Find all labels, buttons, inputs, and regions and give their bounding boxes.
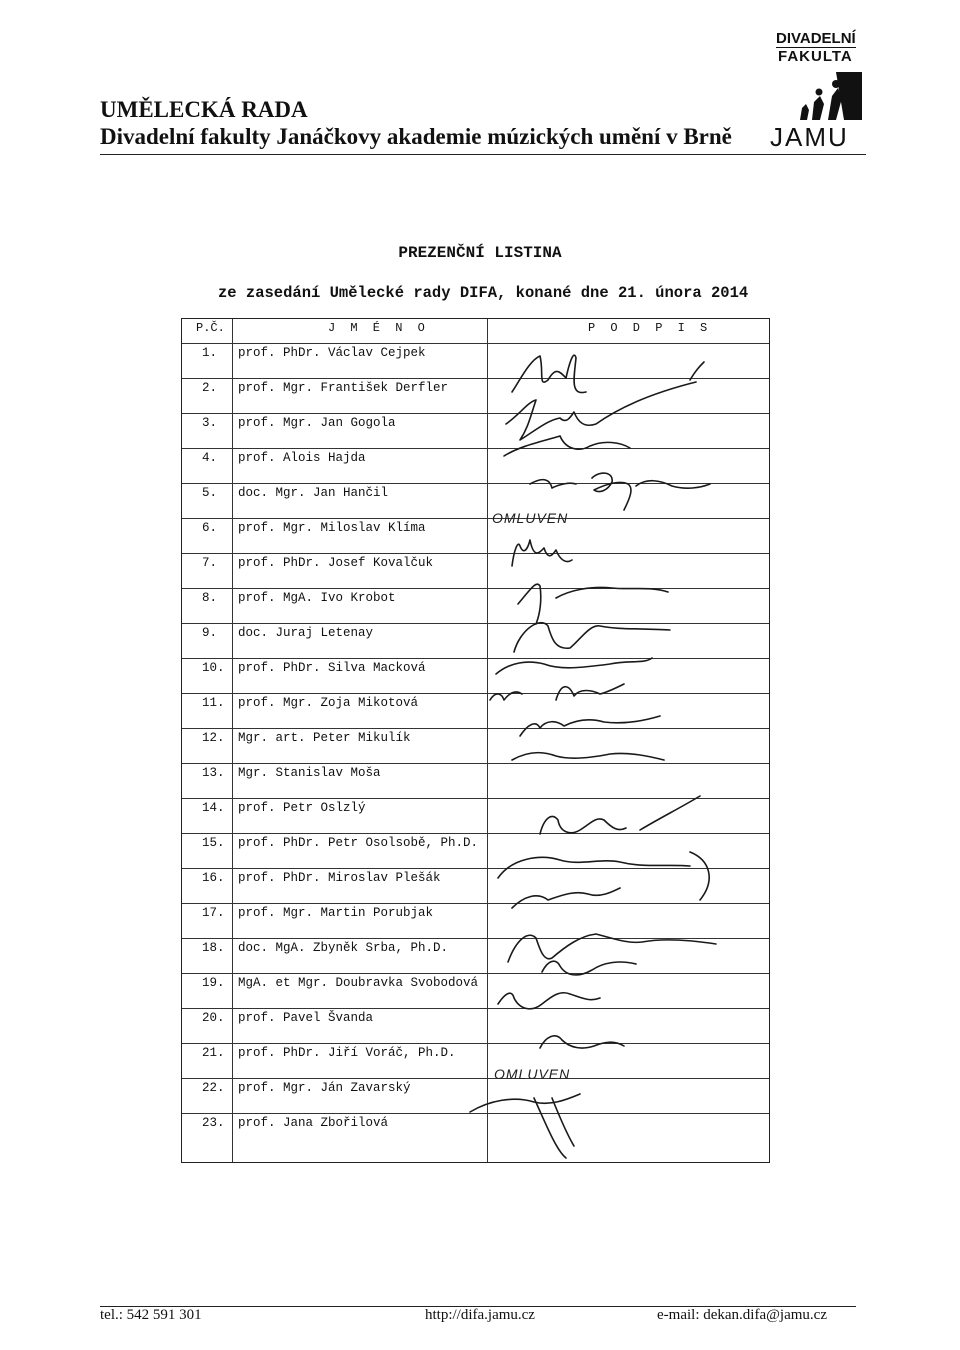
- row-divider: [182, 483, 769, 484]
- row-divider: [182, 553, 769, 554]
- row-divider: [182, 518, 769, 519]
- member-name: doc. Mgr. Jan Hančil: [238, 486, 389, 500]
- row-divider: [182, 1113, 769, 1114]
- table-row: [182, 728, 769, 763]
- faculty-name: Divadelní fakulty Janáčkovy akademie múzických umění v Brně: [100, 124, 732, 149]
- member-name: MgA. et Mgr. Doubravka Svobodová: [238, 976, 479, 990]
- table-row: [182, 378, 769, 413]
- row-number: 21.: [202, 1046, 225, 1060]
- footer-email: e-mail: dekan.difa@jamu.cz: [657, 1307, 827, 1323]
- table-row: [182, 343, 769, 378]
- row-number: 14.: [202, 801, 225, 815]
- member-name: prof. PhDr. Jiří Voráč, Ph.D.: [238, 1046, 456, 1060]
- row-number: 15.: [202, 836, 225, 850]
- table-row: [182, 658, 769, 693]
- header-signature: P O D P I S: [588, 321, 712, 335]
- row-number: 8.: [202, 591, 218, 605]
- table-row: [182, 1113, 769, 1148]
- table-row: [182, 448, 769, 483]
- member-name: prof. PhDr. Miroslav Plešák: [238, 871, 441, 885]
- table-row: [182, 553, 769, 588]
- table-row: [182, 413, 769, 448]
- row-divider: [182, 623, 769, 624]
- row-number: 20.: [202, 1011, 225, 1025]
- logo-text-fakulta: FAKULTA: [778, 48, 853, 65]
- row-divider: [182, 413, 769, 414]
- attendance-table: [181, 318, 770, 1163]
- absence-note: OMLUVEN: [492, 510, 569, 526]
- member-name: prof. Jana Zbořilová: [238, 1116, 389, 1130]
- faculty-logo: [770, 28, 866, 156]
- member-name: prof. PhDr. Silva Macková: [238, 661, 426, 675]
- row-divider: [182, 1008, 769, 1009]
- table-row: [182, 518, 769, 553]
- member-name: prof. Mgr. Zoja Mikotová: [238, 696, 419, 710]
- row-divider: [182, 798, 769, 799]
- row-number: 16.: [202, 871, 225, 885]
- absence-note: OMLUVEN: [494, 1066, 571, 1082]
- member-name: prof. PhDr. Petr Osolsobě, Ph.D.: [238, 836, 479, 850]
- table-row: [182, 1078, 769, 1113]
- row-divider: [182, 938, 769, 939]
- row-number: 17.: [202, 906, 225, 920]
- row-number: 9.: [202, 626, 218, 640]
- member-name: prof. Mgr. Jan Gogola: [238, 416, 396, 430]
- member-name: prof. Mgr. Miloslav Klíma: [238, 521, 426, 535]
- header-name: J M É N O: [328, 321, 429, 335]
- table-row: [182, 903, 769, 938]
- row-number: 7.: [202, 556, 218, 570]
- row-number: 22.: [202, 1081, 225, 1095]
- member-name: prof. PhDr. Josef Kovalčuk: [238, 556, 434, 570]
- row-number: 2.: [202, 381, 218, 395]
- row-divider: [182, 378, 769, 379]
- table-row: [182, 693, 769, 728]
- member-name: prof. Mgr. Ján Zavarský: [238, 1081, 411, 1095]
- header-number: P.Č.: [196, 321, 225, 335]
- document-subtitle: ze zasedání Umělecké rady DIFA, konané dne 21. února 2014: [218, 284, 749, 302]
- table-row: [182, 798, 769, 833]
- row-divider: [182, 658, 769, 659]
- table-row: [182, 1008, 769, 1043]
- row-divider: [182, 868, 769, 869]
- row-divider: [182, 693, 769, 694]
- row-number: 13.: [202, 766, 225, 780]
- row-number: 3.: [202, 416, 218, 430]
- member-name: prof. Pavel Švanda: [238, 1011, 374, 1025]
- table-row: [182, 623, 769, 658]
- row-divider: [182, 588, 769, 589]
- row-number: 10.: [202, 661, 225, 675]
- member-name: prof. Petr Oslzlý: [238, 801, 366, 815]
- row-number: 6.: [202, 521, 218, 535]
- member-name: prof. Mgr. Martin Porubjak: [238, 906, 434, 920]
- table-row: [182, 973, 769, 1008]
- theatre-figures-icon: [792, 68, 866, 124]
- table-row: [182, 588, 769, 623]
- table-row: [182, 1043, 769, 1078]
- row-divider: [182, 903, 769, 904]
- table-row: [182, 483, 769, 518]
- member-name: doc. Juraj Letenay: [238, 626, 374, 640]
- row-number: 5.: [202, 486, 218, 500]
- row-number: 4.: [202, 451, 218, 465]
- table-row: [182, 868, 769, 903]
- member-name: doc. MgA. Zbyněk Srba, Ph.D.: [238, 941, 449, 955]
- logo-text-jamu: JAMU: [770, 122, 849, 152]
- member-name: prof. PhDr. Václav Cejpek: [238, 346, 426, 360]
- row-number: 12.: [202, 731, 225, 745]
- row-divider: [182, 728, 769, 729]
- logo-text-divadelni: DIVADELNÍ: [776, 30, 856, 47]
- row-divider: [182, 448, 769, 449]
- row-number: 19.: [202, 976, 225, 990]
- table-row: [182, 833, 769, 868]
- row-divider: [182, 1078, 769, 1079]
- row-divider: [182, 833, 769, 834]
- member-name: prof. Mgr. František Derfler: [238, 381, 449, 395]
- council-title: UMĚLECKÁ RADA: [100, 97, 308, 122]
- row-number: 11.: [202, 696, 225, 710]
- member-name: prof. MgA. Ivo Krobot: [238, 591, 396, 605]
- footer-phone: tel.: 542 591 301: [100, 1307, 202, 1323]
- table-row: [182, 763, 769, 798]
- header-divider: [100, 154, 866, 155]
- member-name: Mgr. Stanislav Moša: [238, 766, 381, 780]
- row-divider: [182, 343, 769, 344]
- row-number: 18.: [202, 941, 225, 955]
- document-title: PREZENČNÍ LISTINA: [398, 244, 562, 262]
- row-number: 23.: [202, 1116, 225, 1130]
- row-divider: [182, 1043, 769, 1044]
- footer-website: http://difa.jamu.cz: [425, 1307, 535, 1323]
- row-number: 1.: [202, 346, 218, 360]
- council-heading: [100, 96, 732, 150]
- row-divider: [182, 763, 769, 764]
- member-name: prof. Alois Hajda: [238, 451, 366, 465]
- member-name: Mgr. art. Peter Mikulík: [238, 731, 411, 745]
- table-row: [182, 938, 769, 973]
- row-divider: [182, 973, 769, 974]
